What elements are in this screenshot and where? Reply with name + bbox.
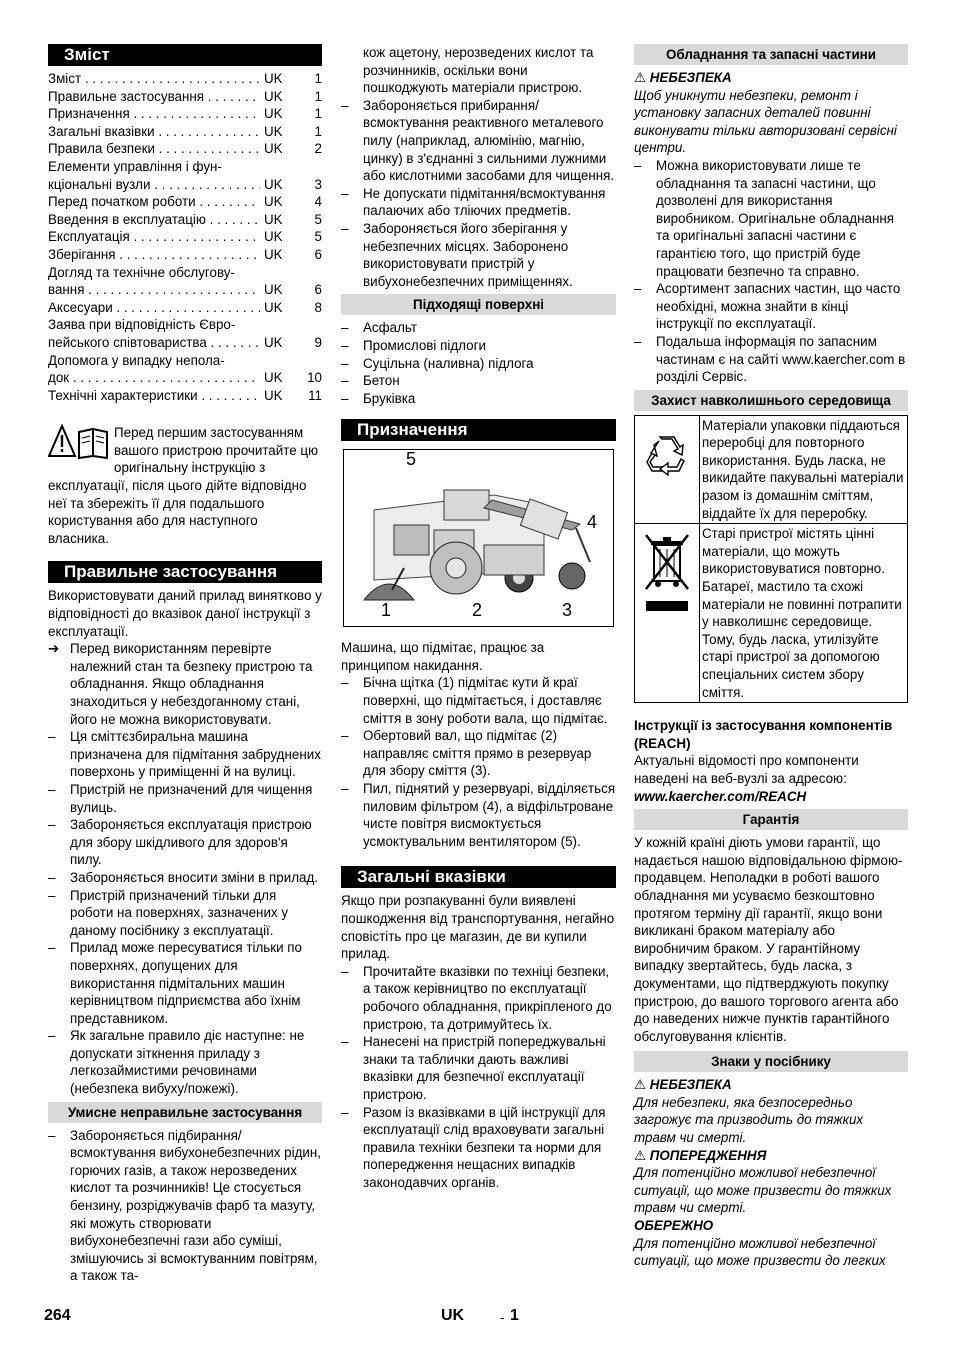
toc-entry-lang: UK [264, 211, 283, 227]
dash-bullet: – [48, 817, 56, 833]
danger-text: Для небезпеки, яка безпосередньо загрожує та призводить до тяжких травм чи смерті. [634, 1094, 864, 1146]
accessories-title: Обладнання та запасні частини [634, 44, 908, 65]
list-item-text: Бічна щітка (1) підмітає кути й краї поверхні, що підмітається, і доставляє сміття в зону роботи вала, що підмітає. [363, 675, 608, 726]
toc-entry-lang: UK [264, 229, 283, 245]
toc-entry-lang: UK [264, 282, 283, 298]
environment-title: Захист навколишнього середовища [634, 390, 908, 411]
purpose-intro: Машина, що підмітає, працює за принципом накидання. [341, 640, 545, 673]
general-title: Загальні вказівки [341, 866, 616, 888]
list-item [634, 333, 908, 386]
list-item-text: Можна використовувати лише те обладнання та запасні частини, що дозволені для використання виробником. Оригінальне обладнання та оригінальні запасні частини є гарантією того, що пристрій буде працювати безпечно та справно. [656, 157, 895, 279]
list-item [48, 1127, 322, 1285]
dash-bullet: – [341, 390, 349, 406]
list-item-text: Асфальт [363, 320, 417, 336]
arrow-icon: ➔ [48, 641, 60, 657]
toc-entry-lang: UK [264, 299, 283, 315]
toc-entry-page: 6 [314, 282, 322, 298]
list-item-text: Прочитайте вказівки по техніці безпеки, а також керівництво по експлуатації робочого обладнання, прикріпленого до пристрою, та дотримуйтесь їх. [363, 963, 612, 1032]
toc-entry-line: Елементи управління і фун- [48, 158, 222, 174]
list-item-text: Ця сміттєзбиральна машина призначена для підмітання забруднених поверхонь у приміщенні й на вулиці. [70, 729, 321, 780]
toc-entry-title: Введення в експлуатацію . . . [48, 211, 260, 229]
toc-entry-lang: UK [264, 387, 283, 403]
warning-triangle-icon: ⚠ [634, 70, 647, 85]
danger-heading [634, 1076, 908, 1094]
warning-manual-icon [48, 424, 110, 460]
list-item-text: Разом із вказівками в цій інструкції для експлуатації слід враховувати загальні правила техніки безпеки та норми для попередження нещасних випадків законодавчих органів. [363, 1104, 606, 1190]
toc-entry [48, 211, 322, 229]
accessories-list [634, 157, 908, 386]
list-item-text: Як загальне правило діє наступне: не допускати зіткнення приладу з легкозаймистими речовинами (небезпека вибуху/пожежі). [70, 1028, 305, 1097]
recycle-icon [642, 431, 692, 481]
warning-text: Для потенційно можливої небезпечної ситуації, що може призвести до тяжких травм чи смерті. [634, 1165, 892, 1216]
list-item [341, 780, 616, 850]
toc-entry [48, 281, 322, 299]
misuse-title: Умисне неправильне застосування [48, 1102, 322, 1123]
list-item-text: Бетон [363, 373, 400, 389]
purpose-title: Призначення [341, 419, 616, 441]
list-item-text: Асортимент запасних частин, що часто необхідні, можна знайти в кінці інструкції по експлуатації. [656, 281, 901, 332]
toc-entry [48, 228, 322, 246]
dash-bullet: – [341, 781, 349, 797]
toc-entry-page: 8 [314, 299, 322, 315]
misuse-list [48, 1127, 322, 1285]
list-item [634, 280, 908, 333]
list-item-text: Забороняється підбирання/всмоктування вибухонебезпечних рідин, горючих газів, а також нерозведених кислот та розчинників! Це стосується бензину, розріджувачів фарб та мазуту, які можуть створювати вибухонебезпечні гази або суміші, змішуючись зі всмоктуванним повітрям, а також та- [70, 1127, 321, 1284]
reach-link[interactable]: www.kaercher.com/REACH [634, 788, 807, 804]
list-item-text: Прилад може пересуватися тільки по поверхнях, допущених для використання підмітальних машин керівництвом підприємства або їхнім представником. [70, 940, 303, 1026]
figure-label: 5 [406, 449, 417, 470]
dash-bullet: – [341, 728, 349, 744]
toc-entry-lang: UK [264, 123, 283, 139]
footer-separator: - [500, 1310, 505, 1325]
dash-bullet: – [48, 781, 56, 797]
toc-entry-title: Зміст . . . [48, 70, 260, 88]
list-item-text: Нанесені на пристрій попереджувальні знаки та таблички дають важливі вказівки для безпечної експлуатації пристрою. [363, 1034, 606, 1102]
toc-entry-page: 5 [314, 229, 322, 245]
toc-entry-title: кціональні вузли . . . [48, 176, 260, 194]
warning-triangle-icon: ⚠ [634, 1077, 647, 1093]
list-item [341, 220, 616, 290]
list-item [48, 887, 322, 940]
list-item-text: Обертовий вал, що підмітає (2) направляє сміття прямо в резервуар для збору сміття (3). [363, 728, 592, 779]
toc-entry-lang: UK [264, 71, 283, 86]
list-item [341, 319, 616, 337]
toc-entry-page: 10 [307, 370, 322, 386]
toc-entry-page: 9 [314, 334, 322, 350]
toc-entry [48, 105, 322, 123]
toc-entry-page: 5 [314, 211, 322, 227]
column-2 [341, 44, 616, 1192]
proper-use-intro: Використовувати даний прилад винятково у відповідності до вказівок даної інструкції з експлуатації. [48, 588, 322, 639]
list-item-text: Забороняється його зберігання у небезпечних місцях. Заборонено використовувати пристрій у вибухонебезпечних приміщеннях. [363, 220, 573, 289]
toc-entry-title: вання . . . [48, 281, 260, 299]
toc-title: Зміст [48, 44, 322, 66]
list-item-text: Забороняється вносити зміни в прилад. [70, 869, 318, 885]
footer-section-page: 1 [510, 1307, 519, 1324]
toc-entry-title: Перед початком роботи . . . [48, 193, 260, 211]
dash-bullet: – [634, 281, 642, 297]
recycle-icon-cell [635, 415, 700, 524]
toc-entry-page: 1 [314, 71, 322, 86]
misuse-list-continued [341, 44, 616, 290]
list-item [341, 337, 616, 355]
toc-entry [48, 299, 322, 317]
list-item-text: Забороняється експлуатація пристрою для збору шкідливого для здоров'я пилу. [70, 817, 312, 868]
list-item [341, 727, 616, 780]
check-item-text: Перед використанням перевірте належний стан та безпеку пристрою та обладнання. Якщо обладнання знаходиться у небездоганному стані, його не можна використовувати. [70, 641, 313, 727]
warning-heading [634, 1147, 908, 1165]
list-item-text: Забороняється прибирання/всмоктування реактивного металевого пилу (наприклад, алюмінію, магнію, цинку) в з'єднанні з сильними лужними або кислотними засобами для чищення. [363, 97, 615, 184]
list-item-text: Пристрій не призначений для чищення вулиць. [70, 781, 313, 815]
environment-table [634, 415, 908, 704]
dash-bullet: – [48, 1127, 56, 1143]
dash-bullet: – [341, 220, 349, 236]
toc-entry-page: 11 [308, 387, 322, 403]
list-item [341, 963, 616, 1033]
list-item-text: Не допускати підмітання/всмоктування палаючих або тліючих предметів. [363, 185, 606, 219]
danger-text: Щоб уникнути небезпеки, ремонт і установку запасних деталей повинні виконувати тільки авторизовані сервісні центри. [634, 87, 897, 156]
toc-entry [48, 246, 322, 264]
toc-entry-title: Технічні характеристики . . . [48, 387, 260, 405]
dash-bullet: – [341, 963, 349, 979]
toc-entry-title: пейського співтовариства . . . [48, 334, 260, 352]
dash-bullet: – [341, 337, 349, 353]
dash-bullet: – [48, 1028, 56, 1044]
reach-text: Актуальні відомості про компоненти наведені на веб-вузлі за адресою: [634, 753, 859, 786]
dash-bullet: – [48, 869, 56, 885]
toc-entry-lang: UK [264, 334, 283, 350]
dash-bullet: – [341, 185, 349, 201]
safety-notice [48, 424, 322, 547]
toc-entry [48, 369, 322, 387]
page-number: 264 [44, 1307, 71, 1324]
list-item-text: Бруківка [363, 390, 416, 406]
dash-bullet: – [341, 1034, 349, 1050]
toc-entry-lang: UK [264, 141, 283, 157]
toc-entry [48, 193, 322, 211]
list-item-text: Промислові підлоги [363, 337, 486, 353]
toc-entry [48, 334, 322, 352]
figure-label: 3 [562, 600, 573, 621]
toc-entry [48, 387, 322, 405]
list-item [341, 674, 616, 727]
toc-entry-title: Правильне застосування . . . [48, 88, 260, 106]
list-item [341, 1104, 616, 1192]
proper-use-list [48, 728, 322, 1097]
dash-bullet: – [341, 675, 349, 691]
list-item [341, 355, 616, 373]
list-item [341, 185, 616, 220]
general-intro: Якщо при розпакуванні були виявлені пошкодження від транспортування, негайно сповістіть про це магазин, де ви купили прилад. [341, 893, 615, 962]
dash-bullet: – [48, 729, 56, 745]
dash-bullet: – [341, 355, 349, 371]
dash-bullet: – [634, 333, 642, 349]
list-item-text: Суцільна (наливна) підлога [363, 355, 534, 371]
dash-bullet: – [634, 157, 642, 173]
column-1 [48, 44, 322, 1285]
toc-entry-page: 2 [314, 141, 322, 157]
toc-entry-line: Догляд та технічне обслугову- [48, 264, 235, 280]
dash-bullet: – [48, 940, 56, 956]
footer-lang: UK [441, 1307, 465, 1324]
toc-entry-page: 1 [314, 123, 322, 139]
notice-text: Перед першим застосуванням вашого пристрою прочитайте цю оригінальну інструкцію з експлуатації, після цього дійте відповідно неї та збережіть її для подальшого користування або для наступного власника. [48, 425, 319, 546]
toc-entry-title: Загальні вказівки . . . [48, 123, 260, 141]
toc-entry-title: Призначення . . . [48, 105, 260, 123]
warning-label: ПОПЕРЕДЖЕННЯ [649, 1147, 767, 1163]
list-item [341, 97, 616, 185]
toc-entry-title: док . . . [48, 369, 260, 387]
toc-entry-page: 1 [314, 106, 322, 122]
toc-entry-lang: UK [264, 194, 283, 210]
table-of-contents [48, 70, 322, 404]
toc-entry [48, 70, 322, 88]
column-3 [634, 44, 908, 1270]
list-item-continued [341, 44, 616, 97]
toc-entry-page: 1 [314, 88, 322, 104]
toc-entry-title: Зберігання . . . [48, 246, 260, 264]
caution-label: ОБЕРЕЖНО [634, 1218, 714, 1234]
toc-entry-lang: UK [264, 106, 283, 122]
toc-entry-title: Правила безпеки . . . [48, 140, 260, 158]
figure-label: 4 [587, 512, 598, 533]
toc-entry [48, 88, 322, 106]
purpose-list [341, 674, 616, 850]
table-row [635, 524, 908, 703]
toc-entry-line: Допомога у випадку непола- [48, 352, 225, 368]
crossed-bin-icon-cell [635, 524, 700, 703]
reach-title: Інструкції із застосування компонентів (REACH) [634, 718, 893, 751]
danger-label: НЕБЕЗПЕКА [649, 1077, 732, 1093]
warranty-title: Гарантія [634, 809, 908, 830]
danger-heading [634, 69, 908, 87]
general-list [341, 963, 616, 1192]
toc-entry-page: 6 [314, 246, 322, 262]
table-row [635, 415, 908, 524]
signs-title: Знаки у посібнику [634, 1051, 908, 1072]
toc-entry-line: Заява при відповідність Євро- [48, 317, 236, 333]
warning-triangle-icon: ⚠ [634, 1147, 647, 1163]
list-item-text: Пристрій призначений тільки для роботи на поверхнях, зазначених у даному посібнику з експлуатації. [70, 887, 289, 938]
crossed-bin-icon [641, 531, 693, 617]
list-item [48, 1027, 322, 1097]
list-item [48, 869, 322, 887]
toc-entry-page: 3 [314, 176, 322, 192]
toc-entry-title: Експлуатація . . . [48, 228, 260, 246]
toc-entry-lang: UK [264, 176, 283, 192]
recycle-text: Матеріали упаковки піддаються переробці для повторного використання. Будь ласка, не викидайте пакувальні матеріали разом із домашнім сміттям, віддайте їх для переробку. [700, 415, 908, 524]
figure-label: 2 [472, 600, 483, 621]
list-item [341, 390, 616, 408]
list-item [341, 372, 616, 390]
list-item-text: Подальша інформація по запасним частинам є на сайті www.kaercher.com в розділі Сервіс. [656, 333, 906, 385]
dash-bullet: – [341, 97, 349, 113]
dash-bullet: – [341, 373, 349, 389]
danger-label: НЕБЕЗПЕКА [649, 70, 732, 85]
proper-use-title: Правильне застосування [48, 561, 322, 583]
dash-bullet: – [48, 887, 56, 903]
list-item [48, 939, 322, 1027]
toc-entry-lang: UK [264, 370, 283, 386]
list-item [48, 816, 322, 869]
toc-entry-lang: UK [264, 88, 283, 104]
toc-entry [48, 176, 322, 194]
toc-entry [48, 140, 322, 158]
list-item [48, 728, 322, 781]
surfaces-list [341, 319, 616, 407]
disposal-text: Старі пристрої містять цінні матеріали, що можуть використовуватися повторно. Батареї, мастило та схожі матеріали не повинні потрапити у навколишнє середовище. Тому, будь ласка, утилізуйте старі пристрої за допомогою спеціальних систем збору сміття. [700, 524, 908, 703]
list-item-text: Пил, піднятий у резервуарі, відділяється пиловим фільтром (4), а відфільтроване чисте повітря висмоктується усмоктувальним вентилятором (5). [363, 781, 616, 849]
toc-entry-lang: UK [264, 246, 283, 262]
list-item [634, 157, 908, 280]
sweeper-figure [343, 449, 614, 627]
warranty-text: У кожній країні діють умови гарантії, що надається нашою відповідальною фірмою-продавцем. Неполадки в роботі вашого обладнання ми усуваємо безкоштовно протягом терміну дії гарантії, якщо вони викликані браком матеріалу або виробничим браком. У гарантійному випадку звертайтесь, будь ласка, з документами, що підтверджують покупку пристрою, до вашого торгового агента або до наведених нижче пунктів гарантійного обслуговування клієнтів. [634, 835, 903, 1044]
dash-bullet: – [341, 320, 349, 336]
list-item-text: кож ацетону, нерозведених кислот та розчинників, оскільки вони пошкоджують матеріали пристрою. [363, 45, 594, 96]
list-item [48, 781, 322, 816]
caution-text: Для потенційно можливої небезпечної ситуації, що може призвести до легких [634, 1235, 886, 1269]
toc-entry-title: Аксесуари . . . [48, 299, 260, 317]
list-item [341, 1033, 616, 1103]
surfaces-title: Підходящі поверхні [341, 294, 616, 315]
dash-bullet: – [341, 1104, 349, 1120]
toc-entry-page: 4 [314, 194, 322, 210]
check-item [48, 640, 322, 728]
toc-entry [48, 123, 322, 141]
figure-label: 1 [381, 600, 392, 621]
